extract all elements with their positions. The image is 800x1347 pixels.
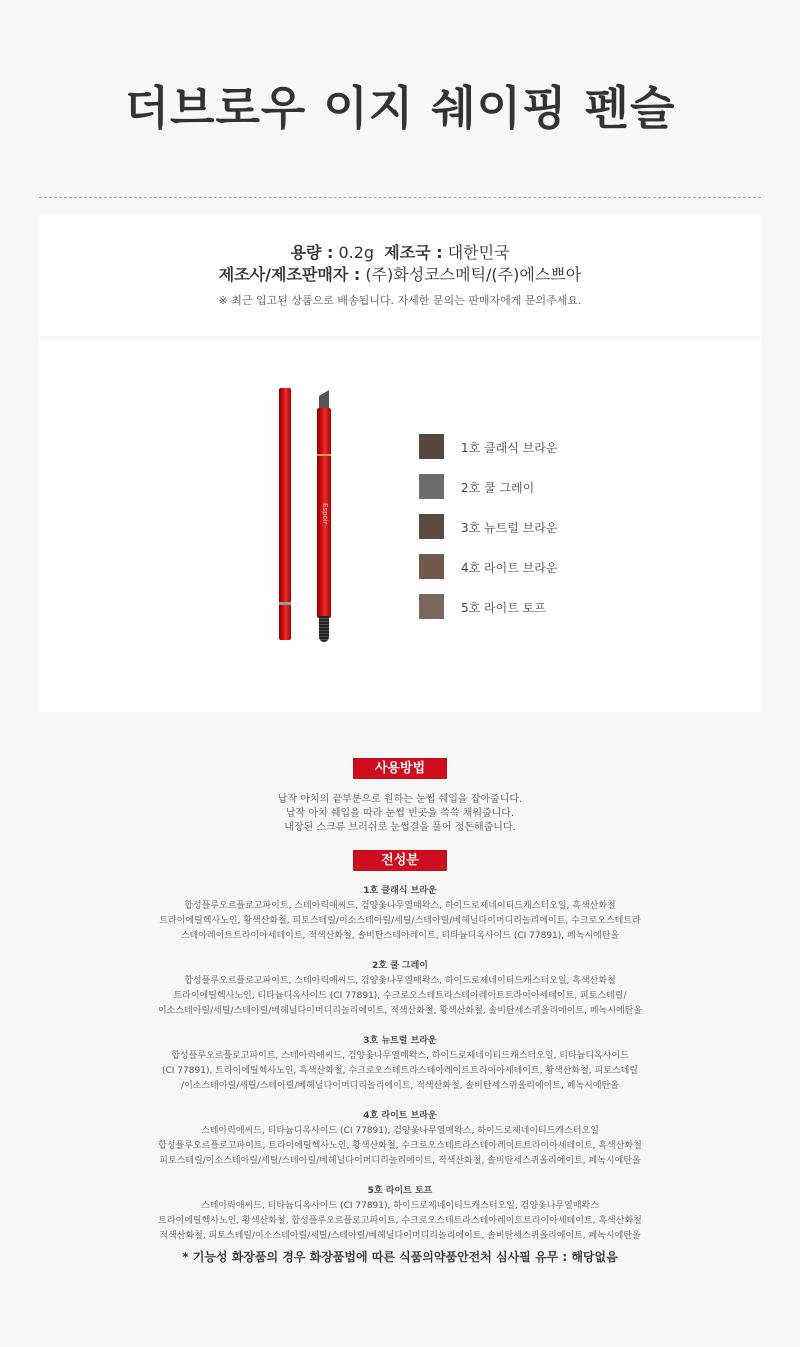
ingredient-group	[40, 1034, 760, 1094]
maker-line	[39, 264, 761, 286]
ingredient-group-title: 5호 라이트 토프	[367, 1186, 433, 1196]
page-title: 더브로우 이지 쉐이핑 펜슬	[124, 81, 676, 135]
ingredient-line: 합성플루오르플로고파이트, 트라이에틸헥사노인, 황색산화철, 수크로오스테트라스테아레이트트라이아세테이트, 흑색산화철	[158, 1141, 642, 1151]
swatch-color-1	[419, 434, 444, 459]
ingredient-group	[40, 1109, 760, 1169]
swatch-color-4	[419, 554, 444, 579]
ingredient-line: 스테아릭애씨드, 티타늄디옥사이드 (CI 77891), 하이드로제네이티드캐스터오일, 검양옻나무열매왁스	[201, 1201, 599, 1211]
ingredient-group-title: 3호 뉴트럴 브라운	[363, 1036, 437, 1046]
ingredient-line: 합성플루오르플로고파이트, 스테아릭애씨드, 검양옻나무열매왁스, 하이드로제네이티드캐스터오일, 티타늄디옥사이드	[171, 1051, 629, 1061]
usage-text	[0, 793, 800, 835]
product-info-box	[39, 215, 761, 336]
ingredient-line: /이소스테아릴/세틸/스테아릴/베헤닐다이머디리놀리에이트, 적색산화철, 솔비탄세스퀴올리에이트, 페녹시에탄올	[181, 1081, 619, 1091]
pencil-capped-image	[279, 388, 291, 640]
origin-value: 대한민국	[447, 243, 510, 262]
ingredient-line: 트라이에틸헥사노인, 황색산화철, 합성플루오르플로고파이트, 수크로오스테트라스테아레이트트라이아세테이트, 흑색산화철	[158, 1216, 642, 1226]
ingredient-group-title: 4호 라이트 브라운	[363, 1111, 437, 1121]
capacity-origin-line	[39, 242, 761, 264]
pencil-tip	[319, 390, 329, 410]
swatch-label-1: 1호 클래식 브라운	[461, 441, 558, 455]
pencil-brand-text: Espoir	[321, 503, 329, 525]
ingredient-line: 합성플루오르플로고파이트, 스테아릭애씨드, 검양옻나무열매왁스, 하이드로제네이티드캐스터오일, 흑색산화철	[184, 901, 616, 911]
ingredient-group	[40, 884, 760, 944]
capacity-label: 용량 :	[290, 243, 334, 262]
ingredient-line: 적색산화철, 피토스테릴/이소스테아릴/세틸/스테아릴/베헤닐다이머디리놀리에이트, 솔비탄세스퀴올리에이트, 페녹시에탄올	[159, 1231, 641, 1241]
ingredient-group-title: 1호 클래식 브라운	[363, 886, 437, 896]
swatch-color-5	[419, 594, 444, 619]
swatch-label-4: 4호 라이트 브라운	[461, 561, 558, 575]
usage-section-badge: 사용방법	[353, 758, 447, 779]
capacity-value: 0.2g	[338, 243, 375, 262]
ingredient-line: 합성플루오르플로고파이트, 스테아릭애씨드, 검양옻나무열매왁스, 하이드로제네이티드캐스터오일, 흑색산화철	[184, 976, 616, 986]
ingredient-line: 트라이에틸헥사노인, 황색산화철, 피토스테릴/이소스테아릴/세틸/스테아릴/베헤닐다이머디리놀리에이트, 수크로오스테트라	[159, 916, 641, 926]
origin-label: 제조국 :	[384, 243, 443, 262]
pencil-open-image	[317, 408, 331, 618]
maker-label: 제조사/제조판매자 :	[218, 265, 361, 284]
delivery-note: ※ 최근 입고된 상품으로 배송됩니다. 자세한 문의는 판매자에게 문의주세요.	[218, 294, 582, 307]
usage-line: 납작 아치 쉐입을 따라 눈썹 빈곳을 쓱쓱 채워줍니다.	[285, 808, 515, 819]
swatch-color-3	[419, 514, 444, 539]
ingredients-list	[40, 884, 760, 1259]
ingredient-line: 트라이에틸헥사노인, 티타늄디옥사이드 (CI 77891), 수크로오스테트라스테아레이트트라이아세테이트, 피토스테릴/	[173, 991, 627, 1001]
pencil-ring	[279, 602, 291, 605]
swatch-color-2	[419, 474, 444, 499]
ingredient-line: 스테아릭애씨드, 티타늄디옥사이드 (CI 77891), 검양옻나무열매왁스, 하이드로제네이티드캐스터오일	[201, 1126, 599, 1136]
functional-cosmetic-footnote: * 기능성 화장품의 경우 화장품법에 따른 식품의약품안전처 심사필 유무 : 해당없음	[182, 1250, 618, 1264]
swatch-label-5: 5호 라이트 토프	[461, 601, 546, 615]
pencil-band	[317, 454, 331, 456]
usage-line: 내장된 스크류 브러쉬로 눈썹결을 풀어 정돈해줍니다.	[284, 822, 516, 833]
ingredient-line: 이소스테아릴/세틸/스테아릴/베헤닐다이머디리놀리에이트, 적색산화철, 황색산화철, 솔비탄세스퀴올리에이트, 페녹시에탄올	[157, 1006, 643, 1016]
swatch-label-3: 3호 뉴트럴 브라운	[461, 521, 558, 535]
ingredient-line: 스테아레이트트라이아세테이트, 적색산화철, 솔비탄스테아레이트, 티타늄디옥사이드 (CI 77891), 페녹시에탄올	[180, 931, 620, 941]
product-image-box	[39, 340, 761, 712]
ingredient-group	[40, 959, 760, 1019]
ingredient-group	[40, 1184, 760, 1244]
ingredients-section-badge: 전성분	[353, 850, 447, 871]
usage-line: 납작 아치의 끝부분으로 원하는 눈썹 쉐입을 잡아줍니다.	[277, 794, 523, 805]
ingredient-line: 피토스테릴/이소스테아릴/세틸/스테아릴/베헤닐다이머디리놀리에이트, 적색산화철, 솔비탄세스퀴올리에이트, 페녹시에탄올	[159, 1156, 641, 1166]
ingredient-group-title: 2호 쿨 그레이	[372, 961, 428, 971]
swatch-label-2: 2호 쿨 그레이	[461, 481, 535, 495]
ingredient-line: (CI 77891), 트라이에틸헥사노인, 흑색산화철, 수크로오스테트라스테아레이트트라이아세테이트, 황색산화철, 피토스테릴	[162, 1066, 638, 1076]
spoolie-brush	[319, 616, 329, 642]
maker-value: (주)화성코스메틱/(주)에스쁘아	[365, 265, 582, 284]
section-divider	[39, 197, 761, 198]
